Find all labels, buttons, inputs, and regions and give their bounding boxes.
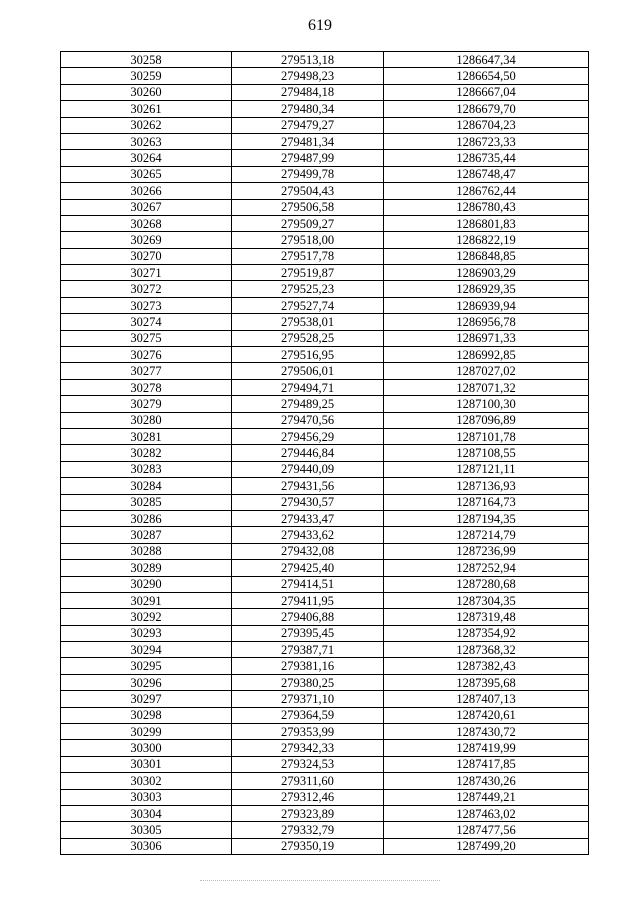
point-number-cell: 30271	[61, 265, 232, 281]
point-number-cell: 30301	[61, 756, 232, 772]
x-coordinate-cell: 279487,99	[232, 150, 384, 166]
table-row	[61, 248, 589, 264]
point-number-cell: 30278	[61, 379, 232, 395]
point-number-cell: 30272	[61, 281, 232, 297]
x-coordinate-cell: 279425,40	[232, 560, 384, 576]
point-number-cell: 30285	[61, 494, 232, 510]
y-coordinate-cell: 1286903,29	[384, 265, 589, 281]
table-row	[61, 461, 589, 477]
table-row	[61, 609, 589, 625]
point-number-cell: 30300	[61, 740, 232, 756]
table-row	[61, 822, 589, 838]
y-coordinate-cell: 1286822,19	[384, 232, 589, 248]
y-coordinate-cell: 1286762,44	[384, 183, 589, 199]
point-number-cell: 30268	[61, 215, 232, 231]
x-coordinate-cell: 279519,87	[232, 265, 384, 281]
table-row	[61, 789, 589, 805]
y-coordinate-cell: 1287463,02	[384, 805, 589, 821]
point-number-cell: 30293	[61, 625, 232, 641]
table-row	[61, 445, 589, 461]
table-row	[61, 117, 589, 133]
y-coordinate-cell: 1287101,78	[384, 428, 589, 444]
x-coordinate-cell: 279528,25	[232, 330, 384, 346]
x-coordinate-cell: 279480,34	[232, 101, 384, 117]
point-number-cell: 30260	[61, 84, 232, 100]
x-coordinate-cell: 279433,62	[232, 527, 384, 543]
table-row	[61, 314, 589, 330]
table-row	[61, 527, 589, 543]
table-row	[61, 658, 589, 674]
point-number-cell: 30266	[61, 183, 232, 199]
point-number-cell: 30287	[61, 527, 232, 543]
y-coordinate-cell: 1286723,33	[384, 133, 589, 149]
point-number-cell: 30269	[61, 232, 232, 248]
y-coordinate-cell: 1287395,68	[384, 674, 589, 690]
y-coordinate-cell: 1286667,04	[384, 84, 589, 100]
x-coordinate-cell: 279494,71	[232, 379, 384, 395]
point-number-cell: 30289	[61, 560, 232, 576]
point-number-cell: 30276	[61, 347, 232, 363]
point-number-cell: 30281	[61, 428, 232, 444]
table-row	[61, 183, 589, 199]
x-coordinate-cell: 279311,60	[232, 773, 384, 789]
x-coordinate-cell: 279332,79	[232, 822, 384, 838]
x-coordinate-cell: 279371,10	[232, 691, 384, 707]
x-coordinate-cell: 279527,74	[232, 297, 384, 313]
table-row	[61, 740, 589, 756]
coordinates-table	[60, 51, 589, 855]
y-coordinate-cell: 1287420,61	[384, 707, 589, 723]
x-coordinate-cell: 279324,53	[232, 756, 384, 772]
y-coordinate-cell: 1287499,20	[384, 838, 589, 854]
table-row	[61, 494, 589, 510]
table-row	[61, 215, 589, 231]
y-coordinate-cell: 1287430,72	[384, 724, 589, 740]
point-number-cell: 30292	[61, 609, 232, 625]
point-number-cell: 30306	[61, 838, 232, 854]
point-number-cell: 30303	[61, 789, 232, 805]
table-row	[61, 838, 589, 854]
point-number-cell: 30288	[61, 543, 232, 559]
table-row	[61, 166, 589, 182]
table-row	[61, 199, 589, 215]
point-number-cell: 30304	[61, 805, 232, 821]
x-coordinate-cell: 279406,88	[232, 609, 384, 625]
y-coordinate-cell: 1286704,23	[384, 117, 589, 133]
x-coordinate-cell: 279431,56	[232, 478, 384, 494]
y-coordinate-cell: 1287194,35	[384, 510, 589, 526]
table-row	[61, 642, 589, 658]
point-number-cell: 30298	[61, 707, 232, 723]
y-coordinate-cell: 1286956,78	[384, 314, 589, 330]
y-coordinate-cell: 1287071,32	[384, 379, 589, 395]
point-number-cell: 30296	[61, 674, 232, 690]
table-row	[61, 281, 589, 297]
x-coordinate-cell: 279481,34	[232, 133, 384, 149]
table-row	[61, 101, 589, 117]
x-coordinate-cell: 279456,29	[232, 428, 384, 444]
x-coordinate-cell: 279353,99	[232, 724, 384, 740]
x-coordinate-cell: 279518,00	[232, 232, 384, 248]
point-number-cell: 30259	[61, 68, 232, 84]
point-number-cell: 30263	[61, 133, 232, 149]
x-coordinate-cell: 279484,18	[232, 84, 384, 100]
y-coordinate-cell: 1286654,50	[384, 68, 589, 84]
x-coordinate-cell: 279538,01	[232, 314, 384, 330]
y-coordinate-cell: 1287100,30	[384, 396, 589, 412]
point-number-cell: 30283	[61, 461, 232, 477]
table-row	[61, 724, 589, 740]
y-coordinate-cell: 1286971,33	[384, 330, 589, 346]
x-coordinate-cell: 279430,57	[232, 494, 384, 510]
y-coordinate-cell: 1287108,55	[384, 445, 589, 461]
table-row	[61, 297, 589, 313]
y-coordinate-cell: 1287214,79	[384, 527, 589, 543]
x-coordinate-cell: 279499,78	[232, 166, 384, 182]
table-row	[61, 691, 589, 707]
table-row	[61, 379, 589, 395]
point-number-cell: 30282	[61, 445, 232, 461]
x-coordinate-cell: 279446,84	[232, 445, 384, 461]
x-coordinate-cell: 279525,23	[232, 281, 384, 297]
x-coordinate-cell: 279516,95	[232, 347, 384, 363]
y-coordinate-cell: 1287236,99	[384, 543, 589, 559]
point-number-cell: 30261	[61, 101, 232, 117]
table-row	[61, 150, 589, 166]
y-coordinate-cell: 1287136,93	[384, 478, 589, 494]
table-row	[61, 478, 589, 494]
point-number-cell: 30305	[61, 822, 232, 838]
table-row	[61, 396, 589, 412]
y-coordinate-cell: 1287280,68	[384, 576, 589, 592]
table-row	[61, 133, 589, 149]
y-coordinate-cell: 1287096,89	[384, 412, 589, 428]
table-row	[61, 560, 589, 576]
y-coordinate-cell: 1287027,02	[384, 363, 589, 379]
point-number-cell: 30279	[61, 396, 232, 412]
y-coordinate-cell: 1286801,83	[384, 215, 589, 231]
y-coordinate-cell: 1286939,94	[384, 297, 589, 313]
page-number: 619	[308, 17, 332, 34]
y-coordinate-cell: 1287121,11	[384, 461, 589, 477]
x-coordinate-cell: 279506,58	[232, 199, 384, 215]
y-coordinate-cell: 1287419,99	[384, 740, 589, 756]
coordinates-table-body	[61, 52, 589, 855]
point-number-cell: 30294	[61, 642, 232, 658]
table-row	[61, 265, 589, 281]
x-coordinate-cell: 279506,01	[232, 363, 384, 379]
x-coordinate-cell: 279433,47	[232, 510, 384, 526]
y-coordinate-cell: 1287368,32	[384, 642, 589, 658]
table-row	[61, 412, 589, 428]
point-number-cell: 30302	[61, 773, 232, 789]
table-row	[61, 510, 589, 526]
y-coordinate-cell: 1286748,47	[384, 166, 589, 182]
point-number-cell: 30270	[61, 248, 232, 264]
x-coordinate-cell: 279440,09	[232, 461, 384, 477]
x-coordinate-cell: 279498,23	[232, 68, 384, 84]
x-coordinate-cell: 279364,59	[232, 707, 384, 723]
table-row	[61, 363, 589, 379]
x-coordinate-cell: 279470,56	[232, 412, 384, 428]
point-number-cell: 30258	[61, 52, 232, 68]
x-coordinate-cell: 279414,51	[232, 576, 384, 592]
point-number-cell: 30299	[61, 724, 232, 740]
y-coordinate-cell: 1287252,94	[384, 560, 589, 576]
x-coordinate-cell: 279479,27	[232, 117, 384, 133]
x-coordinate-cell: 279312,46	[232, 789, 384, 805]
x-coordinate-cell: 279350,19	[232, 838, 384, 854]
point-number-cell: 30286	[61, 510, 232, 526]
table-row	[61, 347, 589, 363]
y-coordinate-cell: 1286679,70	[384, 101, 589, 117]
y-coordinate-cell: 1287304,35	[384, 592, 589, 608]
x-coordinate-cell: 279342,33	[232, 740, 384, 756]
point-number-cell: 30274	[61, 314, 232, 330]
point-number-cell: 30262	[61, 117, 232, 133]
x-coordinate-cell: 279380,25	[232, 674, 384, 690]
point-number-cell: 30264	[61, 150, 232, 166]
x-coordinate-cell: 279323,89	[232, 805, 384, 821]
point-number-cell: 30290	[61, 576, 232, 592]
table-row	[61, 52, 589, 68]
point-number-cell: 30291	[61, 592, 232, 608]
point-number-cell: 30280	[61, 412, 232, 428]
y-coordinate-cell: 1286848,85	[384, 248, 589, 264]
point-number-cell: 30284	[61, 478, 232, 494]
table-row	[61, 68, 589, 84]
y-coordinate-cell: 1286780,43	[384, 199, 589, 215]
table-row	[61, 707, 589, 723]
y-coordinate-cell: 1286929,35	[384, 281, 589, 297]
y-coordinate-cell: 1287382,43	[384, 658, 589, 674]
point-number-cell: 30273	[61, 297, 232, 313]
point-number-cell: 30297	[61, 691, 232, 707]
y-coordinate-cell: 1287164,73	[384, 494, 589, 510]
table-row	[61, 805, 589, 821]
y-coordinate-cell: 1286735,44	[384, 150, 589, 166]
y-coordinate-cell: 1286992,85	[384, 347, 589, 363]
table-row	[61, 543, 589, 559]
y-coordinate-cell: 1287477,56	[384, 822, 589, 838]
y-coordinate-cell: 1287430,26	[384, 773, 589, 789]
x-coordinate-cell: 279504,43	[232, 183, 384, 199]
point-number-cell: 30277	[61, 363, 232, 379]
table-row	[61, 428, 589, 444]
table-row	[61, 773, 589, 789]
table-row	[61, 674, 589, 690]
table-row	[61, 330, 589, 346]
y-coordinate-cell: 1286647,34	[384, 52, 589, 68]
point-number-cell: 30275	[61, 330, 232, 346]
x-coordinate-cell: 279489,25	[232, 396, 384, 412]
point-number-cell: 30265	[61, 166, 232, 182]
table-row	[61, 625, 589, 641]
x-coordinate-cell: 279381,16	[232, 658, 384, 674]
table-row	[61, 232, 589, 248]
x-coordinate-cell: 279513,18	[232, 52, 384, 68]
x-coordinate-cell: 279411,95	[232, 592, 384, 608]
x-coordinate-cell: 279395,45	[232, 625, 384, 641]
x-coordinate-cell: 279387,71	[232, 642, 384, 658]
table-row	[61, 756, 589, 772]
table-row	[61, 576, 589, 592]
y-coordinate-cell: 1287449,21	[384, 789, 589, 805]
x-coordinate-cell: 279509,27	[232, 215, 384, 231]
point-number-cell: 30295	[61, 658, 232, 674]
scan-artifact-line	[200, 880, 440, 881]
y-coordinate-cell: 1287319,48	[384, 609, 589, 625]
y-coordinate-cell: 1287417,85	[384, 756, 589, 772]
y-coordinate-cell: 1287407,13	[384, 691, 589, 707]
table-row	[61, 592, 589, 608]
y-coordinate-cell: 1287354,92	[384, 625, 589, 641]
point-number-cell: 30267	[61, 199, 232, 215]
x-coordinate-cell: 279517,78	[232, 248, 384, 264]
x-coordinate-cell: 279432,08	[232, 543, 384, 559]
table-row	[61, 84, 589, 100]
